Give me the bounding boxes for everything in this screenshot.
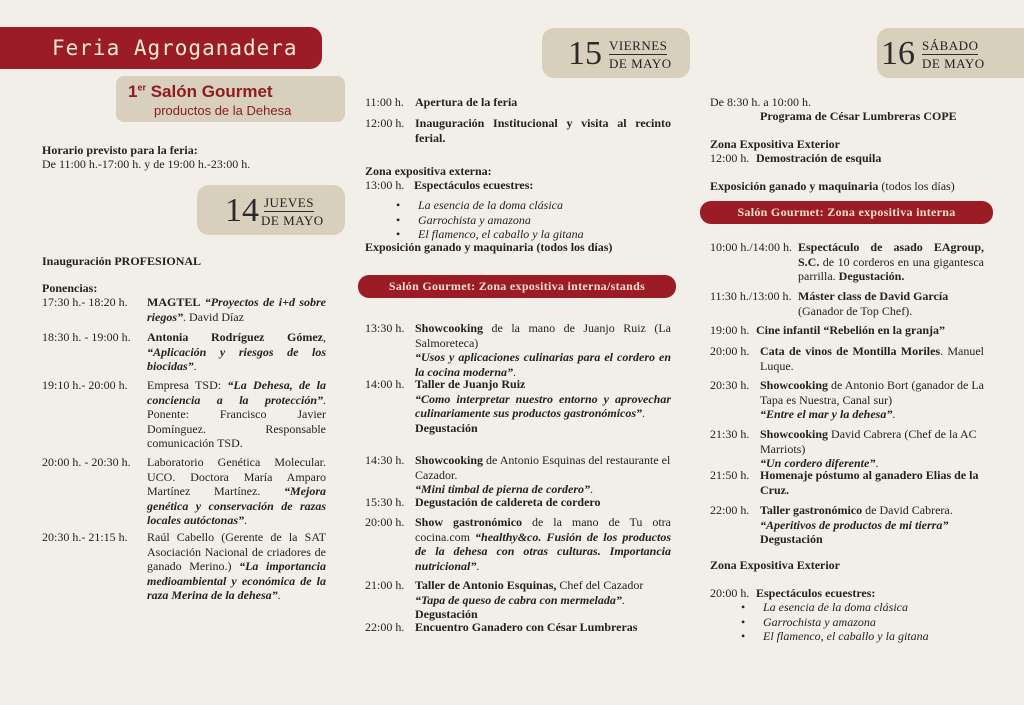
ponencias-label: Ponencias:	[42, 281, 98, 295]
date-number: 14	[225, 192, 259, 229]
date-number: 16	[881, 35, 915, 72]
list-item: • La esencia de la doma clásica	[763, 600, 929, 615]
zona-exterior-label: Zona Expositiva Exterior	[710, 137, 841, 151]
list-item: • La esencia de la doma clásica	[418, 198, 584, 213]
date-day: VIERNES	[609, 38, 668, 53]
ponencia-item: 18:30 h. - 19:00 h. Antonia Rodríguez Gómez, “Aplicación y riesgos de los biocidas”.	[42, 330, 326, 373]
date-box-15	[542, 28, 690, 78]
exposicion-label: Exposición ganado y maquinaria (todos los días)	[710, 179, 955, 193]
schedule-row: 20:30 h. Showcooking de Antonio Bort (ganador de La Tapa es Nuestra, Canal sur) “Entre el mar y la dehesa”.	[710, 378, 984, 421]
schedule-row: 21:30 h. Showcooking David Cabrera (Chef de la AC Marriots) “Un cordero diferente”.	[710, 427, 977, 470]
schedule-row: 19:00 h. Cine infantil “Rebelión en la granja”	[710, 323, 946, 337]
date-month: DE MAYO	[261, 213, 324, 228]
schedule-row: 13:00 h. Espectáculos ecuestres:	[365, 178, 534, 192]
ponencia-item: 17:30 h.- 18:20 h. MAGTEL “Proyectos de i+d sobre riegos”. David Díaz	[42, 295, 326, 324]
salon-zona-pill: Salón Gourmet: Zona expositiva interna	[700, 201, 993, 224]
list-item: • El flamenco, el caballo y la gitana	[763, 629, 929, 644]
schedule-row: 14:30 h. Showcooking de Antonio Esquinas del restaurante el Cazador. “Mini timbal de pierna de cordero”.	[365, 453, 671, 496]
feria-title: Feria Agroganadera	[52, 36, 298, 60]
schedule-row: 21:00 h. Taller de Antonio Esquinas, Chef del Cazador “Tapa de queso de cabra con mermelada”. Degustación	[365, 578, 644, 621]
salon-subtitle: productos de la Dehesa	[154, 103, 292, 118]
date-number: 15	[568, 35, 602, 72]
inauguracion-profesional: Inauguración PROFESIONAL	[42, 254, 202, 268]
schedule-row-time: De 8:30 h. a 10:00 h.	[710, 95, 811, 109]
zona-externa-label: Zona expositiva externa:	[365, 164, 492, 178]
schedule-row: 13:30 h. Showcooking de la mano de Juanjo Ruiz (La Salmoreteca) “Usos y aplicaciones culinarias para el cordero en la cocina moderna”.	[365, 321, 671, 379]
date-box-16	[877, 28, 1024, 78]
schedule-row: 22:00 h. Taller gastronómico de David Cabrera. “Aperitivos de productos de mi tierra” Degustación	[710, 503, 953, 546]
ponencia-item: 19:10 h.- 20:00 h. Empresa TSD: “La Dehesa, de la conciencia a la protección”. Ponente: Francisco Javier Domínguez. Responsable comunicación TSD.	[42, 378, 326, 450]
date-month: DE MAYO	[922, 56, 985, 71]
salon-gourmet-box	[116, 76, 345, 122]
salon-name: 1er Salón Gourmet	[128, 82, 273, 101]
schedule-row: 14:00 h. Taller de Juanjo Ruiz “Como interpretar nuestro entorno y aprovechar culinariamente sus productos gastronómicos”. Degustación	[365, 377, 671, 435]
date-day: SÁBADO	[922, 38, 979, 53]
schedule-row: 20:00 h. Espectáculos ecuestres:	[710, 586, 876, 600]
programa-cope: Programa de César Lumbreras COPE	[760, 109, 957, 123]
zona-exterior-label-2: Zona Expositiva Exterior	[710, 558, 841, 572]
horario-text: De 11:00 h.-17:00 h. y de 19:00 h.-23:00 h.	[42, 157, 251, 171]
ponencia-item: 20:30 h.- 21:15 h. Raúl Cabello (Gerente de la SAT Asociación Nacional de criadores de ganado Merino.) “La importancia medioambiental y económica de la raza Merina de la dehesa”.	[42, 530, 326, 602]
exposicion-label: Exposición ganado y maquinaria (todos los días)	[365, 240, 613, 254]
ponencia-item: 20:00 h. - 20:30 h. Laboratorio Genética Molecular. UCO. Doctora María Amparo Martínez Martínez. “Mejora genética y conservación de razas locales autóctonas”.	[42, 455, 326, 527]
schedule-row: 11:00 h. Apertura de la feria	[365, 95, 518, 109]
list-item: • Garrochista y amazona	[763, 615, 929, 630]
schedule-row: 20:00 h. Cata de vinos de Montilla Moriles. Manuel Luque.	[710, 344, 984, 373]
date-day: JUEVES	[264, 195, 314, 210]
feria-title-banner	[0, 27, 322, 69]
list-item: • El flamenco, el caballo y la gitana	[418, 227, 584, 242]
schedule-row: 21:50 h. Homenaje póstumo al ganadero Elias de la Cruz.	[710, 468, 979, 497]
horario-label: Horario previsto para la feria:	[42, 143, 198, 157]
schedule-row: 11:30 h./13:00 h. Máster class de David García (Ganador de Top Chef).	[710, 289, 949, 318]
ecuestres-list	[763, 600, 929, 644]
schedule-row: 15:30 h. Degustación de caldereta de cordero	[365, 495, 601, 509]
schedule-row: 22:00 h. Encuentro Ganadero con César Lumbreras	[365, 620, 638, 634]
list-item: • Garrochista y amazona	[418, 213, 584, 228]
ecuestres-list	[418, 198, 584, 242]
salon-zona-pill: Salón Gourmet: Zona expositiva interna/stands	[358, 275, 676, 298]
schedule-row: 20:00 h. Show gastronómico de la mano de Tu otra cocina.com “healthy&co. Fusión de los productos de la dehesa con otras culturas. Importancia nutricional”.	[365, 515, 671, 573]
schedule-row: 12:00 h. Inauguración Institucional y visita al recinto ferial.	[365, 116, 671, 145]
schedule-row: 12:00 h. Demostración de esquila	[710, 151, 882, 165]
date-month: DE MAYO	[609, 56, 672, 71]
schedule-row: 10:00 h./14:00 h. Espectáculo de asado EAgroup, S.C. de 10 corderos en una gigantesca parrilla. Degustación.	[710, 240, 984, 283]
date-box-14	[197, 185, 345, 235]
